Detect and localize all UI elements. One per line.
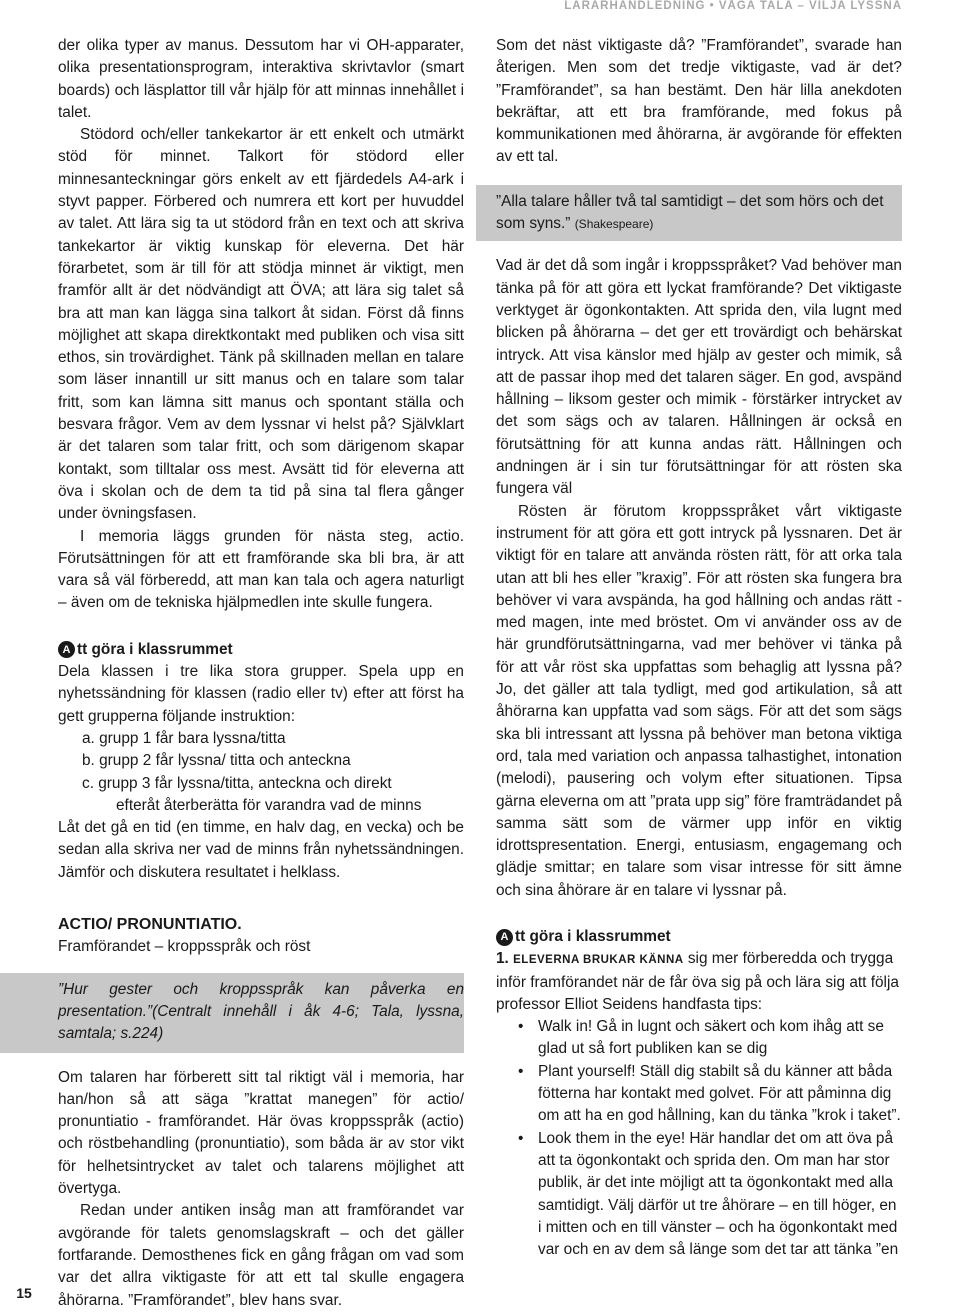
tip-caps-lead: ELEVERNA BRUKAR KÄNNA bbox=[513, 954, 684, 967]
letter-a-circle-icon: A bbox=[496, 929, 513, 946]
header-subtitle: VÅGA TALA – VILJA LYSSNA bbox=[718, 0, 902, 12]
task-item: b. grupp 2 får lyssna/ titta och anteckna bbox=[82, 752, 351, 770]
tip-intro-text: sig mer förberedda och trygga inför framförandet när de får öva sig på och lära sig att följa professor Elliot Seidens handfasta tips: bbox=[496, 950, 899, 1013]
left-paragraph-2: Stödord och/eller tankekartor är ett enkelt och utmärkt stöd för minnet. Talkort för stödord eller minnesanteckningar görs enkelt av ett fjärdedels A4-ark i styvt papper. Förbered och numrera ett kort per huvuddel av talet. Att lära sig ta ut stödord från en text och att skriva tankekartor är viktig kunskap för eleverna. Det här förarbetet, som är till för att stödja minnet är viktigt, men framför allt är det nödvändigt att ÖVA; att lära sig talet så bra att man kan lägga sina talkort åt sidan. Först då finns möjlighet att skapa direktkontakt med publiken och visa sitt ethos, sin trovärdighet. Tänk på skillnaden mellan en talare som läser innantill ur sitt manus och en talare som talar fritt, som kan lämna sitt manus och spontant ställa och besvara frågor. Vem av dem lyssnar vi helst på? Självklart är det talaren som talar fritt, och som därigenom skapar kontakt, som tilltalar oss mest. Avsätt tid för eleverna att öva i skolan och de dem ta tid på sina tal flera gånger under övningsfasen. bbox=[58, 126, 464, 523]
task-item: c. grupp 3 får lyssna/titta, anteckna och direkt bbox=[82, 774, 392, 792]
classroom-heading-text: tt göra i klassrummet bbox=[77, 640, 233, 658]
tip-look-them-in-eye: • Look them in the eye! Här handlar det om att öva på att ta ögonkontakt och sprida den. Om man har stor publik, är det inte möjligt att ta ögonkontakt med alla samtidigt. Välj därför ut tre åhörare – en till höger, en i mitten och en till vänster – och ha ögonkontakt med var och en av dem så länge som det tar att tänka ”en bbox=[518, 1128, 902, 1262]
left-paragraph-5: Redan under antiken insåg man att framförandet var avgörande för talets genomslagskraft – och det gäller fortfarande. Demosthenes fick en gång frågan om vad som var det allra viktigaste för att ett tal skulle engagera åhörarna. ”Framförandet”, blev hans svar. bbox=[58, 1202, 464, 1309]
section-title: ACTIO/ PRONUNTIATIO. bbox=[58, 915, 242, 933]
curriculum-quote-box bbox=[0, 973, 464, 1053]
left-paragraph-3: I memoria läggs grunden för nästa steg, actio. Förutsättningen för att ett framförande ska bli bra, är att vara så väl förberedd, att man kan tala och agera naturligt – även om de tekniska hjälpmedlen inte skulle fungera. bbox=[58, 527, 464, 612]
task-intro: Dela klassen i tre lika stora grupper. Spela upp en nyhetssändning för klassen (radio eller tv) efter att först ha gett grupperna följande instruktion: bbox=[58, 663, 464, 725]
task-item: a. grupp 1 får bara lyssna/titta bbox=[82, 729, 286, 747]
left-column bbox=[58, 35, 464, 1312]
curriculum-quote: ”Hur gester och kroppsspråk kan påverka en presentation.”(Centralt innehåll i åk 4-6; Tala, lyssna, samtala; s.224) bbox=[58, 980, 464, 1042]
section-subtitle: Framförandet – kroppsspråk och röst bbox=[58, 938, 311, 956]
tips-list bbox=[496, 1016, 902, 1261]
classroom-heading-text: tt göra i klassrummet bbox=[515, 927, 671, 945]
right-column bbox=[496, 35, 902, 1261]
task-item-continuation: efteråt återberätta för varandra vad de minns bbox=[116, 796, 422, 814]
left-paragraph-1: der olika typer av manus. Dessutom har vi OH-apparater, olika presentationsprogram, interaktiva skrivtavlor (smart boards) och läsplattor till vår hjälp för att minnas innehållet i talet. bbox=[58, 37, 464, 121]
shakespeare-attribution: (Shakespeare) bbox=[574, 217, 654, 232]
tip-intro bbox=[496, 948, 902, 1016]
running-header bbox=[564, 0, 902, 12]
tip-plant-yourself: • Plant yourself! Ställ dig stabilt så du känner att båda fötterna har kontakt med golvet. För att påminna dig om att ha en god hållning, kan du tänka ”krok i taket”. bbox=[518, 1061, 902, 1128]
task-list bbox=[58, 728, 464, 817]
shakespeare-quote bbox=[496, 191, 902, 236]
header-separator: • bbox=[709, 0, 715, 12]
right-paragraph-1: Som det näst viktigaste då? ”Framförandet”, svarade han återigen. Men som det tredje viktigaste, vad är det? ”Framförandet”, sa han bestämt. Den här lilla anekdoten bekräftar, att ett bra framförande, med fokus på kommunikationen med åhörarna, är avgörande för effekten av ett tal. bbox=[496, 37, 902, 166]
classroom-heading-right bbox=[496, 926, 902, 948]
task-outro: Låt det gå en tid (en timme, en halv dag, en vecka) och be sedan alla skriva ner vad de minns från nyhetssändningen. Jämför och diskutera resultatet i helklass. bbox=[58, 819, 464, 881]
classroom-heading bbox=[58, 639, 464, 661]
right-paragraph-2: Vad är det då som ingår i kroppsspråket? Vad behöver man tänka på för att göra ett lyckat framförande? Det viktigaste verktyget är ögonkontakten. Att sprida den, vila lugnt med blicken på åhörarna – det ger ett trovärdigt och behärskat intryck. Att visa känslor med hjälp av gester och mimik, så att de passar ihop med det talaren säger. En god, avspänd hållning – liksom gester och mimik - förstärker intrycket av det som sägs och av talaren. Hållningen är också en förutsättning för att kunna andas rätt. Hållningen och andningen är i sin tur förutsättningar för att rösten ska fungera väl bbox=[496, 257, 902, 498]
shakespeare-quote-box bbox=[476, 185, 902, 242]
right-paragraph-3: Rösten är förutom kroppsspråket vårt viktigaste instrument för att göra ett gott intryck på lyssnaren. Det är viktigt för en talare att använda rösten rätt, för att orka tala utan att bli hes eller ”kraxig”. För att rösten ska fungera bra behöver vi vara avspända, ha god hållning och andas rätt - med magen, inte med bröstet. Om vi använder oss av de här grundförutsättningarna, vad mer behöver vi tänka på för att vår röst ska uppfattas som behaglig att lyssna på? Jo, det gäller att tala tydligt, med god artikulation, så att åhörarna kan uppfatta vad som sägs. För att det som sägs ska bli intressant att lyssna på behöver man betona viktiga ord, tala med variation och anpassa talhastighet, intonation (melodi), pausering och volym efter situationen. Tipsa gärna eleverna om att ”prata upp sig” före framträdandet på samma sätt som de värmer upp inför en viktig idrottspresentation. Energi, entusiasm, engagemang och glädje smittar; en talare som visar intresse för sitt ämne och sina åhörare är en talare vi lyssnar på. bbox=[496, 502, 902, 899]
header-title: LÄRARHANDLEDNING bbox=[564, 0, 706, 12]
page-number: 15 bbox=[16, 1285, 32, 1301]
letter-a-circle-icon: A bbox=[58, 641, 75, 658]
left-paragraph-4: Om talaren har förberett sitt tal riktigt väl i memoria, har han/hon så att säga ”krattat manegen” för actio/ pronuntiatio - framförandet. Här övas kroppsspråk (actio) och röstbehandling (pronuntiatio), som båda är av stor vikt för helhetsintrycket av talet och talarens möjlighet att övertyga. bbox=[58, 1068, 464, 1198]
tip-walk-in: • Walk in! Gå in lugnt och säkert och kom ihåg att se glad ut så fort publiken kan se dig bbox=[518, 1016, 902, 1061]
shakespeare-quote-text: ”Alla talare håller två tal samtidigt – det som hörs och det som syns.” bbox=[496, 192, 884, 233]
tip-number: 1. bbox=[496, 950, 509, 968]
